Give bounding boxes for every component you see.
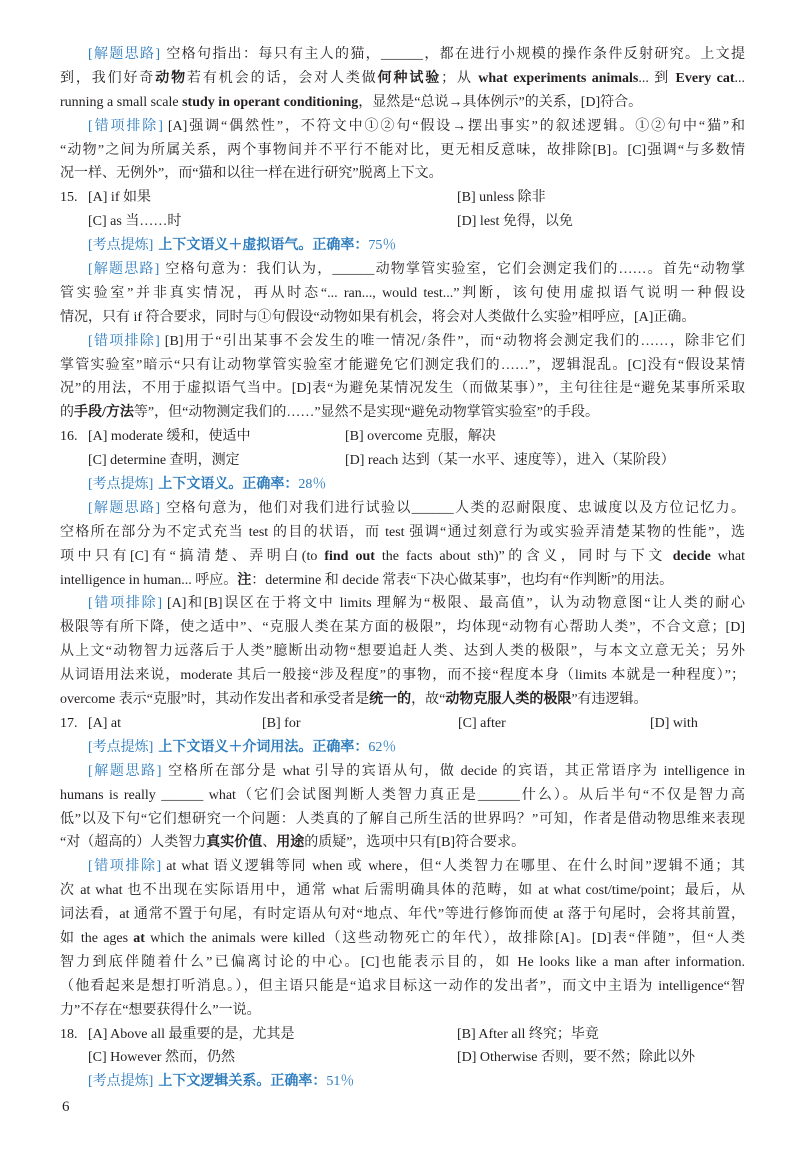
answer-option: [C] However 然而，仍然: [88, 1050, 235, 1066]
question-number: 16.: [60, 429, 78, 445]
explanation-paragraph: [60, 115, 745, 187]
text-line: [60, 43, 745, 67]
options-row: [60, 449, 745, 473]
line-text: ... 到: [638, 70, 676, 86]
key-point-line: [60, 736, 745, 760]
text-line: [60, 67, 745, 91]
page-number: 6: [62, 1099, 70, 1115]
line-text: 项中只有[C]有“搞清楚、弄明白(to: [60, 548, 325, 564]
text-line: [60, 616, 745, 640]
key-point-line: [60, 473, 745, 497]
line-text: running a small scale: [60, 94, 183, 110]
text-line: [60, 808, 745, 832]
bold-text: 动物克服人类的极限: [445, 692, 572, 708]
section-label: [解题思路]: [88, 262, 160, 278]
line-text: 况”的用法，不用于虚拟语气当中。[D]表“为避免某情况发生（而做某事）”，主句往往是“避免某事所采取: [60, 381, 745, 397]
line-text: [A]强调“偶然性”，不符文中①②句“假设→摆出事实”的叙述逻辑。①②句中“猫”和: [167, 118, 745, 134]
text-line: [60, 999, 745, 1023]
section-label: [错项排除]: [88, 596, 162, 612]
options-row: [60, 712, 745, 736]
key-point-text: 上下文语义＋介词用法。正确率：: [158, 739, 369, 755]
line-text: [B]用于“引出某事不会发生的唯一情况/条件”，而“动物将会测定我们的……，除非它们: [164, 333, 745, 349]
section-label: [解题思路]: [88, 47, 160, 62]
bold-text: what experiments animals: [478, 70, 639, 86]
key-point-line: [60, 1070, 745, 1094]
bold-text: decide: [672, 548, 711, 564]
bold-text: find out: [324, 548, 375, 564]
answer-option: [B] unless 除非: [457, 190, 546, 206]
options-row: [60, 1046, 745, 1070]
text-line: [60, 760, 745, 784]
line-text: 极限等有所下降，使之适中”、“克服人类在某方面的极限”，均体现“动物有心帮助人类”，不合文意；[D]: [60, 620, 745, 636]
line-text: at what 语义逻辑等同 when 或 where，但“人类智力在哪里、在什么时间”逻辑不通；其: [166, 859, 745, 875]
bold-text: 动物: [155, 70, 188, 86]
accuracy-rate: 75％: [368, 238, 397, 254]
question-options: [60, 1023, 745, 1071]
options-row: [60, 186, 745, 210]
bold-text: 真实价值: [206, 835, 263, 851]
text-line: [60, 306, 745, 330]
line-text: 、: [262, 835, 277, 851]
line-text: 到，我们好奇: [60, 70, 156, 86]
section-label: [解题思路]: [88, 500, 160, 516]
line-text: 况一样、无例外”，而“猫和以往一样在进行研究”脱离上下文。: [60, 166, 443, 182]
answer-option: [D] reach 达到（某一水平、速度等），进入（某阶段）: [345, 453, 675, 469]
text-line: [60, 139, 745, 163]
question-number: 18.: [60, 1026, 78, 1042]
answer-option: [A] if 如果: [88, 190, 151, 206]
line-text: 若有机会的话，会对人类做: [187, 70, 378, 86]
line-text: overcome 表示“克服”时，其动作发出者和承受者是: [60, 692, 370, 708]
text-line: [60, 975, 745, 999]
line-text: 低”以及下句“它们想研究一个问题：人类真的了解自己所生活的世界吗？”可知，作者是借动物思维来表现: [60, 811, 745, 827]
key-point-text: 上下文逻辑关系。正确率：: [158, 1074, 327, 1090]
line-text: “对（超高的）人类智力: [60, 835, 207, 851]
bold-text: study in operant conditioning: [182, 94, 359, 110]
text-line: [60, 401, 745, 425]
key-point-text: 上下文语义。正确率：: [158, 477, 299, 493]
line-text: the facts about sth)”的含义，同时与下文: [374, 548, 673, 564]
accuracy-rate: 62％: [368, 739, 397, 755]
text-line: [60, 377, 745, 401]
options-row: [60, 210, 745, 234]
section-label: [考点提炼]: [88, 1074, 154, 1090]
question-number: 17.: [60, 715, 78, 731]
line-text: 智力到底伴随着什么”已偏离讨论的中心。[C]也能表示目的，如 He looks like a man after information.: [60, 954, 745, 970]
text-line: [60, 497, 745, 521]
line-text: ；从: [441, 70, 479, 86]
line-text: 掌管实验室”暗示“只有让动物掌管实验室才能避免它们测定我们的……”，逻辑混乱。[C]没有“假设某情: [60, 357, 745, 373]
text-line: [60, 545, 745, 569]
explanation-paragraph: [60, 760, 745, 856]
bold-text: 统一的: [369, 692, 412, 708]
line-text: 空格所在部分为不定式充当 test 的目的状语，而 test 强调“通过刻意行为或实验弄清楚某物的性能”，选: [60, 524, 745, 540]
answer-option: [D] lest 免得，以免: [457, 214, 573, 230]
text-line: [60, 879, 745, 903]
text-line: [60, 784, 745, 808]
line-text: “动物”之间为所属关系，两个事物间并不平行不能对比，更无相反意味，故排除[B]。[C]强调“与多数情: [60, 142, 745, 158]
line-text: 的: [60, 405, 74, 421]
text-line: [60, 640, 745, 664]
line-text: 空格所在部分是 what 引导的宾语从句，做 decide 的宾语，其正常语序为 intelligence in: [166, 763, 746, 779]
text-line: [60, 664, 745, 688]
answer-option: [A] moderate 缓和，使适中: [88, 429, 251, 445]
text-line: [60, 354, 745, 378]
line-text: 从词语用法来说，moderate 其后一般接“涉及程度”的事物，而不接“程度本身（limits 本就是一种程度）”；: [60, 668, 745, 684]
answer-option: [B] overcome 克服，解决: [345, 429, 496, 445]
text-line: [60, 521, 745, 545]
answer-option: [C] after: [458, 715, 506, 731]
bold-text: 注: [237, 572, 252, 588]
question-number: 15.: [60, 190, 78, 206]
explanation-paragraph: [60, 43, 745, 115]
text-line: [60, 951, 745, 975]
options-row: [60, 425, 745, 449]
section-label: [错项排除]: [88, 333, 160, 349]
text-line: [60, 688, 745, 712]
text-line: [60, 91, 745, 115]
text-line: [60, 855, 745, 879]
section-label: [考点提炼]: [88, 739, 154, 755]
line-text: which the animals were killed（这些动物死亡的年代），故排除[A]。[D]表“伴随”，但“人类: [144, 930, 745, 946]
line-text: 空格句意为，他们对我们进行试验以______人类的忍耐限度、忠诚度以及方位记忆力。: [165, 500, 746, 516]
text-line: [60, 258, 745, 282]
line-text: ，显然是“总说→具体例示”的关系，[D]符合。: [358, 94, 643, 110]
answer-option: [B] for: [262, 715, 301, 731]
options-row: [60, 1023, 745, 1047]
text-line: [60, 282, 745, 306]
line-text: humans is really ______ what（它们会试图判断人类智力真正是______什么）。从后半句“不仅是智力高: [60, 787, 745, 803]
text-line: [60, 162, 745, 186]
explanation-paragraph: [60, 330, 745, 426]
explanation-paragraph: [60, 592, 745, 711]
section-label: [考点提炼]: [88, 477, 154, 493]
line-text: ，故“: [411, 692, 446, 708]
text-line: [60, 927, 745, 951]
answer-option: [D] Otherwise 否则，要不然；除此以外: [457, 1050, 695, 1066]
line-text: 从上文“动物智力远落后于人类”臆断出动物“想要追赶人类、达到人类的极限”，与本文立意无关；另外: [60, 644, 745, 660]
bold-text: 何种试验: [377, 70, 442, 86]
question-options: [60, 712, 745, 736]
explanation-paragraph: [60, 258, 745, 330]
explanation-paragraph: [60, 497, 745, 593]
answer-option: [A] at: [88, 715, 122, 731]
bold-text: 手段/方法: [74, 405, 134, 421]
page-content: [60, 43, 745, 1094]
answer-option: [C] as 当……时: [88, 214, 182, 230]
section-label: [考点提炼]: [88, 238, 154, 254]
line-text: 的质疑”，选项中只有[B]符合要求。: [304, 835, 526, 851]
line-text: 等”，但“动物测定我们的……”显然不是实现“避免动物掌管实验室”的手段。: [133, 405, 599, 421]
section-label: [错项排除]: [88, 859, 162, 875]
question-options: [60, 425, 745, 473]
line-text: （他看起来是想打听消息。），但主语只能是“追求目标这一动作的发出者”，而文中主语为 intelligence“智: [60, 978, 745, 994]
line-text: 力”不存在“想要获得什么”一说。: [60, 1002, 261, 1018]
text-line: [60, 831, 745, 855]
text-line: [60, 592, 745, 616]
explanation-paragraph: [60, 855, 745, 1022]
answer-option: [C] determine 查明，测定: [88, 453, 240, 469]
text-line: [60, 115, 745, 139]
line-text: 词法看，at 通常不置于句尾，有时定语从句对“地点、年代”等进行修饰而使 at 落于句尾时，会将其前置，: [60, 907, 745, 923]
line-text: 情况，只有 if 符合要求，同时与①句假设“动物如果有机会，将会对人类做什么实验”相呼应，[A]正确。: [60, 309, 696, 325]
line-text: 管实验室”并非真实情况，再从时态“... ran..., would test...”判断，该句使用虚拟语气说明一种假设: [60, 285, 745, 301]
answer-option: [D] with: [650, 715, 698, 731]
line-text: 次 at what 也不出现在实际语用中，通常 what 后需明确具体的范畴，如 at what cost/time/point；最后，从: [60, 883, 745, 899]
line-text: ”有违逻辑。: [571, 692, 648, 708]
line-text: ：determine 和 decide 常表“下决心做某事”，也均有“作判断”的用法。: [251, 572, 674, 588]
section-label: [错项排除]: [88, 118, 163, 134]
line-text: intelligence in human... 呼应。: [60, 572, 238, 588]
line-text: 空格句意为：我们认为，______动物掌管实验室，它们会测定我们的……。首先“动物掌: [164, 262, 745, 278]
answer-option: [A] Above all 最重要的是，尤其是: [88, 1026, 295, 1042]
section-label: [解题思路]: [88, 763, 162, 779]
accuracy-rate: 51％: [326, 1074, 355, 1090]
line-text: 空格句指出：每只有主人的猫，______，都在进行小规模的操作条件反射研究。上文提: [165, 47, 746, 62]
bold-text: 用途: [276, 835, 305, 851]
text-line: [60, 569, 745, 593]
accuracy-rate: 28％: [298, 477, 327, 493]
answer-option: [B] After all 终究；毕竟: [457, 1026, 599, 1042]
key-point-line: [60, 234, 745, 258]
line-text: 如 the ages: [60, 930, 134, 946]
key-point-text: 上下文语义＋虚拟语气。正确率：: [158, 238, 369, 254]
bold-text: Every cat: [675, 70, 735, 86]
bold-text: at: [133, 930, 145, 946]
line-text: [A]和[B]误区在于将文中 limits 理解为“极限、最高值”，认为动物意图“让人类的耐心: [167, 596, 746, 612]
text-line: [60, 903, 745, 927]
line-text: what: [710, 548, 746, 564]
question-options: [60, 186, 745, 234]
text-line: [60, 330, 745, 354]
line-text: ...: [734, 70, 746, 86]
